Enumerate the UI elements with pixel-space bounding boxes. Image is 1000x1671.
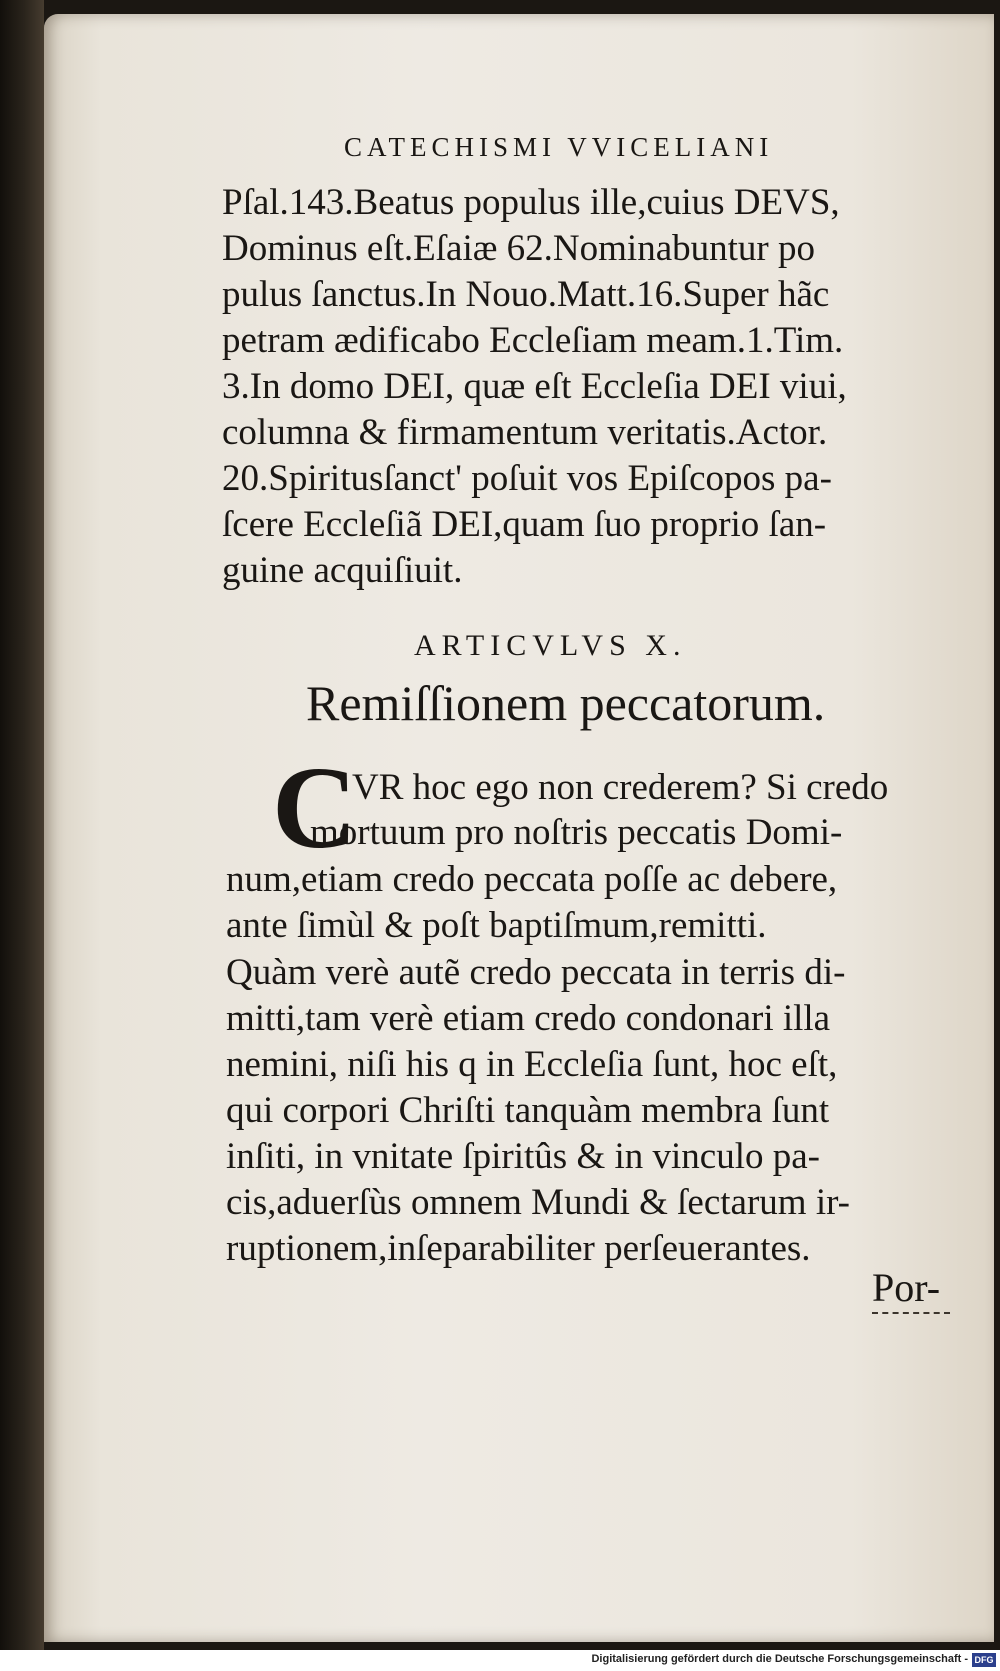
- dfg-logo-icon: DFG: [972, 1653, 996, 1667]
- text-line: Quàm verè autẽ credo peccata in terris di-: [226, 952, 846, 993]
- text-line: ſcere Eccleſiã DEI,quam ſuo proprio ſan-: [222, 504, 827, 545]
- article-label: ARTICVLVS X.: [414, 629, 687, 662]
- footer-bar: [0, 1650, 1000, 1671]
- funding-credit: Digitalisierung gefördert durch die Deutsche Forschungsgemeinschaft -: [591, 1653, 968, 1665]
- text-line: qui corpori Chriſti tanquàm membra ſunt: [226, 1090, 830, 1131]
- running-head: CATECHISMI VVICELIANI: [344, 132, 774, 162]
- text-line: mortuum pro noſtris peccatis Domi-: [310, 812, 843, 853]
- text-line: inſiti, in vnitate ſpiritûs & in vinculo pa-: [226, 1136, 820, 1177]
- text-line: num,etiam credo peccata poſſe ac debere,: [226, 859, 838, 900]
- text-line: guine acquiſiuit.: [222, 550, 463, 591]
- text-line: 20.Spiritusſanct' poſuit vos Epiſcopos pa-: [222, 458, 832, 499]
- text-line: cis,aduerſùs omnem Mundi & ſectarum ir-: [226, 1182, 850, 1223]
- text-line: pulus ſanctus.In Nouo.Matt.16.Super hãc: [222, 274, 830, 315]
- book-page: [44, 14, 994, 1642]
- text-line: ante ſimùl & poſt baptiſmum,remitti.: [226, 905, 767, 946]
- text-line: Dominus eſt.Eſaiæ 62.Nominabuntur po: [222, 228, 815, 269]
- catchword-rule: [872, 1312, 950, 1314]
- book-spine: [0, 0, 44, 1650]
- text-line: ruptionem,inſeparabiliter perſeuerantes.: [226, 1228, 811, 1269]
- article-title: Remiſſionem peccatorum.: [306, 675, 826, 731]
- drop-cap: C: [272, 742, 358, 873]
- text-line: nemini, niſi his q in Eccleſia ſunt, hoc eſt,: [226, 1044, 838, 1085]
- text-line: Pſal.143.Beatus populus ille,cuius DEVS,: [222, 182, 840, 223]
- text-line: mitti,tam verè etiam credo condonari illa: [226, 998, 831, 1039]
- text-line: VR hoc ego non crederem? Si credo: [352, 767, 889, 808]
- text-line: petram ædificabo Eccleſiam meam.1.Tim.: [222, 320, 844, 361]
- text-line: 3.In domo DEI, quæ eſt Eccleſia DEI viui,: [222, 366, 847, 407]
- catchword: Por-: [872, 1265, 941, 1310]
- text-line: columna & firmamentum veritatis.Actor.: [222, 412, 828, 453]
